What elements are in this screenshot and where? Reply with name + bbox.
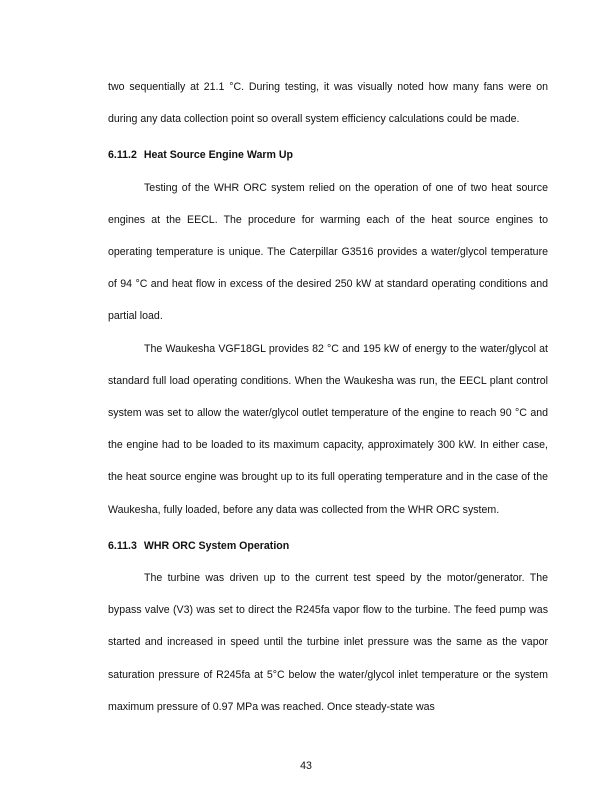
page-body (108, 71, 548, 723)
page-number: 43 (300, 760, 312, 772)
paragraph-system-operation: The turbine was driven up to the current test speed by the motor/generator. The bypass valve (V3) was set to direct the R245fa vapor flow to the turbine. The feed pump was started and increased in speed until the turbine inlet pressure was the same as the vapor saturation pressure of R245fa at 5°C below the water/glycol inlet temperature or the system maximum pressure of 0.97 MPa was reached. Once steady-state was (108, 572, 548, 713)
paragraph-engine-warmup: Testing of the WHR ORC system relied on the operation of one of two heat source engines at the EECL. The procedure for warming each of the heat source engines to operating temperature is unique. The Caterpillar G3516 provides a water/glycol temperature of 94 °C and heat flow in excess of the desired 250 kW at standard operating conditions and partial load. (108, 181, 548, 323)
section-heading-6-11-3 (108, 530, 548, 562)
section-heading-6-11-2 (108, 139, 548, 171)
section-title: WHR ORC System Operation (143, 539, 290, 552)
section-number: 6.11.2 (108, 149, 137, 162)
section-number: 6.11.3 (108, 539, 137, 552)
section-title: Heat Source Engine Warm Up (143, 149, 293, 162)
paragraph-waukesha: The Waukesha VGF18GL provides 82 °C and 195 kW of energy to the water/glycol at standard full load operating conditions. When the Waukesha was run, the EECL plant control system was set to allow the water/glycol outlet temperature of the engine to reach 90 °C and the engine had to be loaded to its maximum capacity, approximately 300 kW. In either case, the heat source engine was brought up to its full operating temperature and in the case of the Waukesha, fully loaded, before any data was collected from the WHR ORC system. (108, 342, 548, 516)
paragraph-fan-note: two sequentially at 21.1 °C. During testing, it was visually noted how many fans were on during any data collection point so overall system efficiency calculations could be made. (108, 81, 548, 126)
